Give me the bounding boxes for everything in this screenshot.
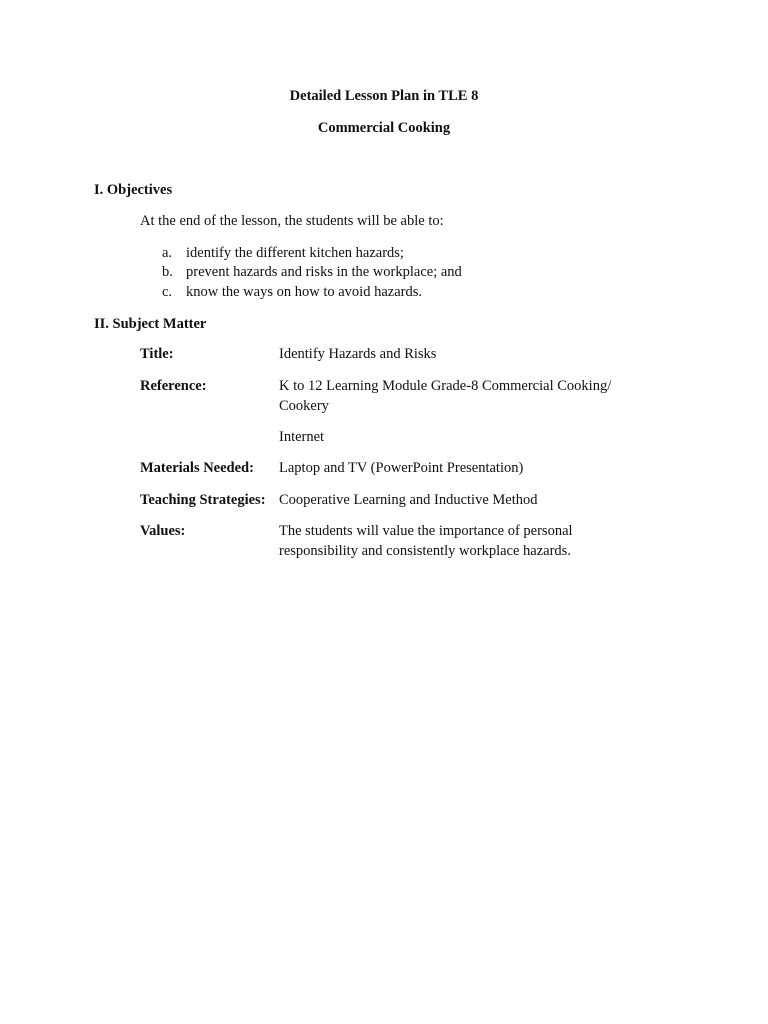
document-title: Detailed Lesson Plan in TLE 8 [289,88,479,104]
values-value-line1: The students will value the importance of personal [279,523,573,539]
list-item-text: know the ways on how to avoid hazards. [186,284,422,300]
list-item-text: identify the different kitchen hazards; [186,245,404,261]
strategies-label: Teaching Strategies: [140,492,266,508]
reference-value-line2: Cookery [279,398,329,414]
reference-label: Reference: [140,378,207,394]
objectives-intro: At the end of the lesson, the students will be able to: [140,213,444,229]
reference-value-line1: K to 12 Learning Module Grade-8 Commercial Cooking/ [279,378,612,394]
objectives-heading: I. Objectives [94,182,173,198]
reference-value-extra: Internet [279,429,325,445]
list-marker: b. [162,264,173,280]
title-label: Title: [140,346,174,362]
materials-label: Materials Needed: [140,460,254,476]
values-label: Values: [140,523,186,539]
title-value: Identify Hazards and Risks [279,346,437,362]
subject-matter-heading: II. Subject Matter [94,316,207,332]
list-marker: c. [162,284,173,300]
list-marker: a. [162,245,173,261]
document-subtitle: Commercial Cooking [317,120,451,136]
strategies-value: Cooperative Learning and Inductive Method [279,492,538,508]
values-value-line2: responsibility and consistently workplace hazards. [279,543,571,559]
materials-value: Laptop and TV (PowerPoint Presentation) [279,460,524,476]
list-item-text: prevent hazards and risks in the workplace; and [186,264,462,280]
